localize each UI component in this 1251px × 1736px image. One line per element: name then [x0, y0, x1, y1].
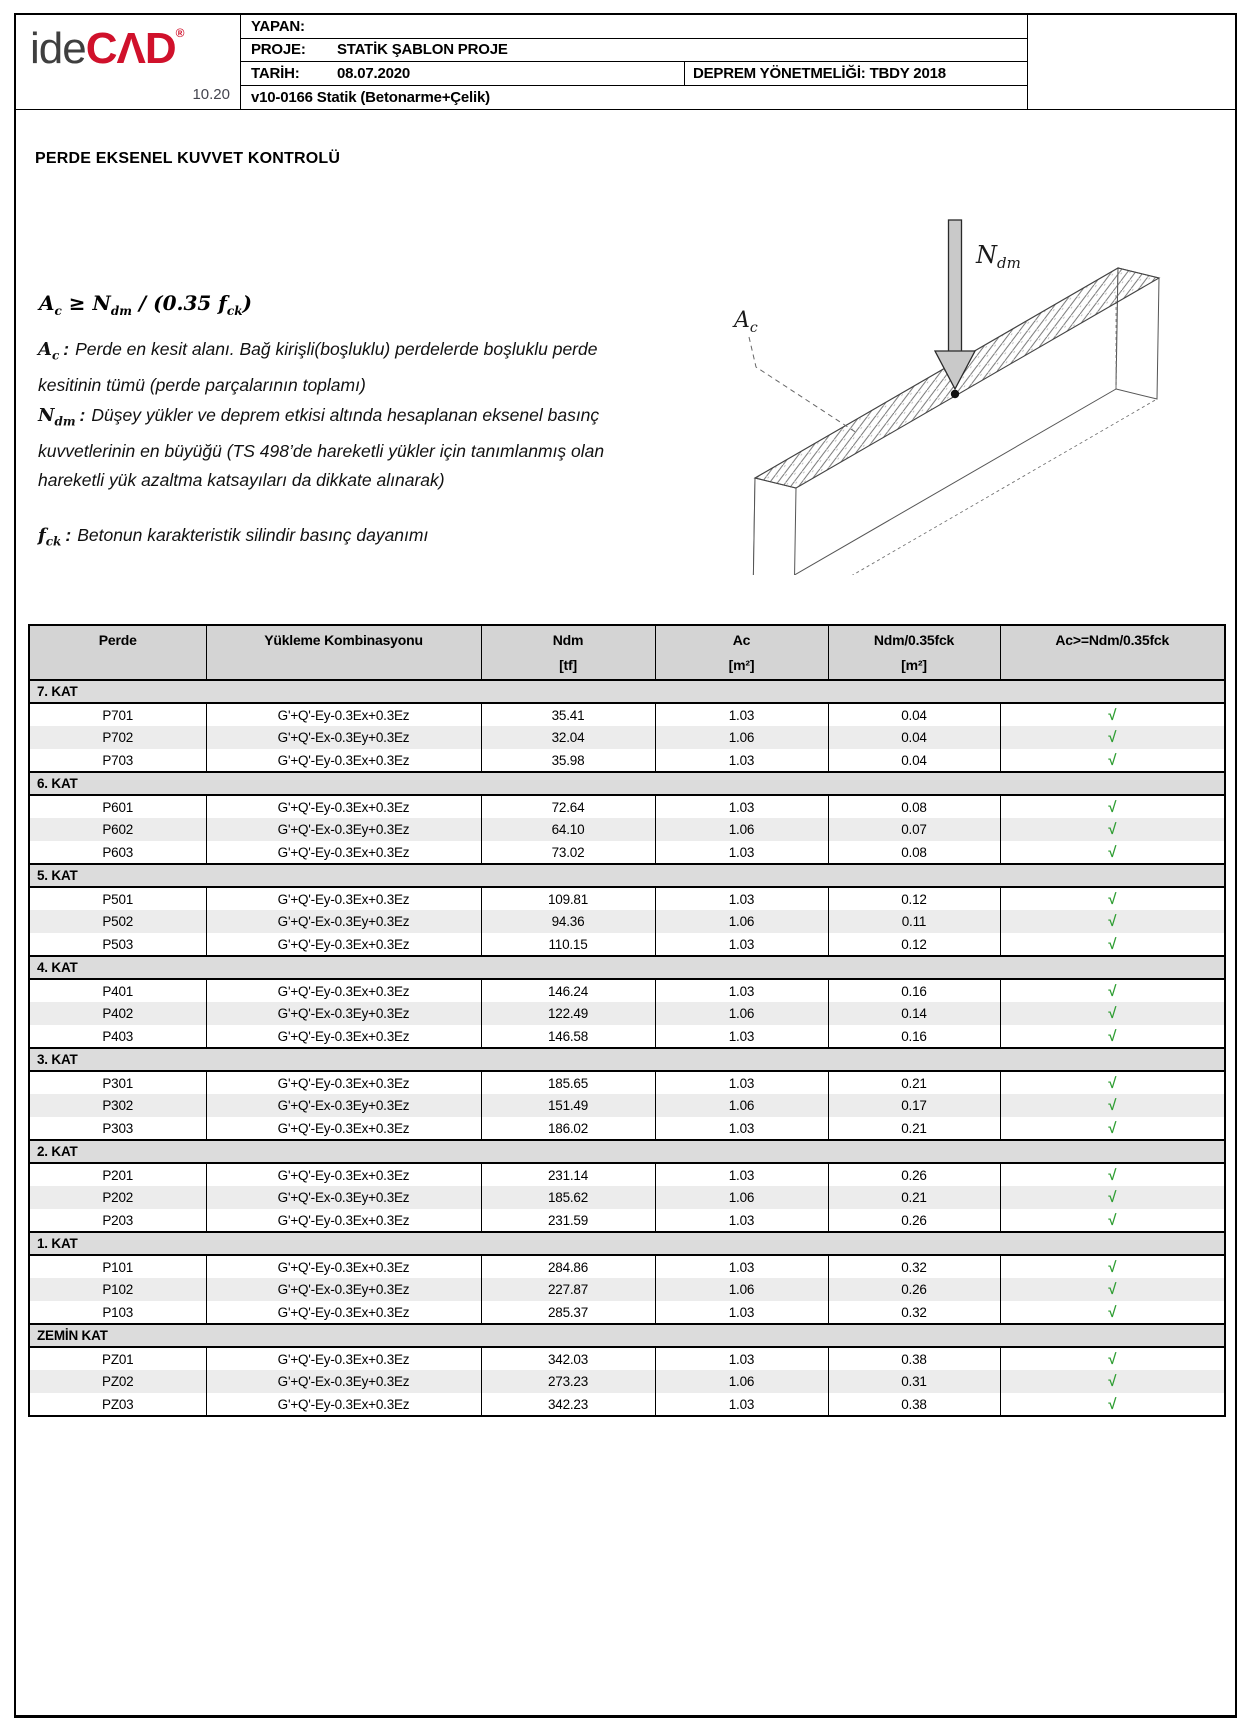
cell-combination: G'+Q'-Ey-0.3Ex+0.3Ez — [206, 933, 481, 956]
floor-group-row — [29, 1324, 1225, 1347]
table-row — [29, 795, 1225, 818]
cell-ratio: 0.04 — [828, 749, 1000, 772]
floor-label: 3. KAT — [29, 1048, 1225, 1071]
check-icon: √ — [1000, 1393, 1225, 1416]
cell-ndm: 231.14 — [481, 1163, 655, 1186]
cell-ratio: 0.26 — [828, 1209, 1000, 1232]
check-icon: √ — [1000, 749, 1225, 772]
cell-ac: 1.03 — [655, 841, 828, 864]
cell-perde: P303 — [29, 1117, 206, 1140]
floor-label: ZEMİN KAT — [29, 1324, 1225, 1347]
floor-group-row — [29, 864, 1225, 887]
ndm-definition: $N_{dm}$ : Düşey yükler ve deprem etkisi altında hesaplanan eksenel basınç kuvvetlerinin en büyüğü (TS 498’de hareketli yükler için tanımlanmış olan hareketli yük azaltma katsayıları da dikkate alınarak) — [38, 405, 605, 490]
cell-ratio: 0.21 — [828, 1071, 1000, 1094]
cell-ac: 1.03 — [655, 1209, 828, 1232]
cell-ratio: 0.04 — [828, 726, 1000, 749]
table-row — [29, 887, 1225, 910]
logo-ide-text: ide — [30, 24, 86, 73]
cell-combination: G'+Q'-Ex-0.3Ey+0.3Ez — [206, 1186, 481, 1209]
cell-ndm: 185.62 — [481, 1186, 655, 1209]
cell-ndm: 72.64 — [481, 795, 655, 818]
cell-ac: 1.03 — [655, 795, 828, 818]
logo-cad-text: CΛD — [85, 24, 176, 73]
cell-ac: 1.03 — [655, 1255, 828, 1278]
cell-ndm: 273.23 — [481, 1370, 655, 1393]
cell-ndm: 122.49 — [481, 1002, 655, 1025]
check-icon: √ — [1000, 1025, 1225, 1048]
cell-ratio: 0.21 — [828, 1117, 1000, 1140]
table-row — [29, 726, 1225, 749]
table-row — [29, 1117, 1225, 1140]
cell-perde: P703 — [29, 749, 206, 772]
col-combination: Yükleme Kombinasyonu — [206, 625, 481, 680]
floor-label: 2. KAT — [29, 1140, 1225, 1163]
cell-perde: P503 — [29, 933, 206, 956]
check-icon: √ — [1000, 1278, 1225, 1301]
cell-perde: P201 — [29, 1163, 206, 1186]
check-icon: √ — [1000, 795, 1225, 818]
cell-perde: PZ03 — [29, 1393, 206, 1416]
ac-area-label: $A_c$ — [734, 308, 758, 336]
col-check: Ac>=Ndm/0.35fck — [1000, 625, 1225, 680]
cell-ac: 1.06 — [655, 726, 828, 749]
cell-perde: PZ02 — [29, 1370, 206, 1393]
check-icon: √ — [1000, 703, 1225, 726]
ac-leader-line — [749, 337, 857, 433]
cell-combination: G'+Q'-Ex-0.3Ey+0.3Ez — [206, 1094, 481, 1117]
cell-ratio: 0.38 — [828, 1347, 1000, 1370]
cell-ratio: 0.31 — [828, 1370, 1000, 1393]
cell-ac: 1.03 — [655, 1301, 828, 1324]
floor-label: 7. KAT — [29, 680, 1225, 703]
cell-ac: 1.03 — [655, 749, 828, 772]
check-icon: √ — [1000, 887, 1225, 910]
cell-combination: G'+Q'-Ex-0.3Ey+0.3Ez — [206, 1002, 481, 1025]
cell-ndm: 35.98 — [481, 749, 655, 772]
cell-ac: 1.03 — [655, 933, 828, 956]
col-ratio: Ndm/0.35fck [m²] — [828, 625, 1000, 680]
cell-perde: P702 — [29, 726, 206, 749]
design-formula: $A_c \ge N_{dm} / (0.35$ $f_{ck}$) — [39, 291, 252, 318]
cell-combination: G'+Q'-Ey-0.3Ex+0.3Ez — [206, 841, 481, 864]
cell-ratio: 0.16 — [828, 1025, 1000, 1048]
col-ndm: Ndm [tf] — [481, 625, 655, 680]
cell-perde: P103 — [29, 1301, 206, 1324]
cell-ndm: 146.24 — [481, 979, 655, 1002]
cell-ac: 1.03 — [655, 1393, 828, 1416]
check-icon: √ — [1000, 1094, 1225, 1117]
table-header-row — [29, 625, 1225, 680]
table-row — [29, 1071, 1225, 1094]
table-row — [29, 1163, 1225, 1186]
floor-group-row — [29, 772, 1225, 795]
cell-ac: 1.06 — [655, 818, 828, 841]
check-icon: √ — [1000, 818, 1225, 841]
cell-ac: 1.06 — [655, 1370, 828, 1393]
cell-ac: 1.03 — [655, 1025, 828, 1048]
cell-perde: P701 — [29, 703, 206, 726]
wall-diagram-svg — [692, 205, 1247, 575]
cell-ratio: 0.26 — [828, 1163, 1000, 1186]
floor-group-row — [29, 680, 1225, 703]
cell-perde: P403 — [29, 1025, 206, 1048]
table-row — [29, 1209, 1225, 1232]
check-icon: √ — [1000, 726, 1225, 749]
table-row — [29, 910, 1225, 933]
tarih-row — [241, 62, 1027, 86]
cell-ndm: 284.86 — [481, 1255, 655, 1278]
cell-ratio: 0.11 — [828, 910, 1000, 933]
ndm-definition-text: Düşey yükler ve deprem etkisi altında hesaplanan eksenel basınç kuvvetlerinin en büyüğü (TS 498’de hareketli yükler için tanımlanmış olan hareketli yük azaltma katsayıları da dikkate alınarak) — [38, 405, 605, 490]
cell-ratio: 0.08 — [828, 795, 1000, 818]
check-icon: √ — [1000, 1209, 1225, 1232]
floor-label: 5. KAT — [29, 864, 1225, 887]
cell-ac: 1.06 — [655, 910, 828, 933]
cell-perde: P501 — [29, 887, 206, 910]
header-empty-cell — [1027, 15, 1235, 109]
cell-ac: 1.03 — [655, 887, 828, 910]
cell-combination: G'+Q'-Ex-0.3Ey+0.3Ez — [206, 1370, 481, 1393]
ndm-force-label: $N_{dm}$ — [976, 241, 1021, 272]
floor-label: 6. KAT — [29, 772, 1225, 795]
cell-ratio: 0.12 — [828, 933, 1000, 956]
cell-ndm: 110.15 — [481, 933, 655, 956]
cell-ndm: 342.03 — [481, 1347, 655, 1370]
table-row — [29, 1002, 1225, 1025]
table-row — [29, 1301, 1225, 1324]
floor-label: 1. KAT — [29, 1232, 1225, 1255]
cell-ac: 1.06 — [655, 1094, 828, 1117]
cell-perde: P401 — [29, 979, 206, 1002]
cell-ac: 1.03 — [655, 979, 828, 1002]
check-icon: √ — [1000, 1002, 1225, 1025]
table-row — [29, 703, 1225, 726]
cell-ndm: 151.49 — [481, 1094, 655, 1117]
cell-ratio: 0.08 — [828, 841, 1000, 864]
tarih-cell — [241, 62, 684, 85]
idecad-logo-text — [30, 24, 184, 73]
check-icon: √ — [1000, 910, 1225, 933]
check-icon: √ — [1000, 1347, 1225, 1370]
floor-group-row — [29, 1140, 1225, 1163]
tarih-value: 08.07.2020 — [337, 64, 411, 82]
table-row — [29, 1025, 1225, 1048]
yapan-row — [241, 15, 1027, 39]
cell-combination: G'+Q'-Ey-0.3Ex+0.3Ez — [206, 795, 481, 818]
cell-ac: 1.03 — [655, 1071, 828, 1094]
cell-perde: P502 — [29, 910, 206, 933]
cell-ratio: 0.21 — [828, 1186, 1000, 1209]
cell-ratio: 0.26 — [828, 1278, 1000, 1301]
proje-row — [241, 39, 1027, 63]
cell-ratio: 0.14 — [828, 1002, 1000, 1025]
ac-definition: $A_c$ : Perde en kesit alanı. Bağ kirişli(boşluklu) perdelerde boşluklu perde kesitinin tümü (perde parçalarının toplamı) — [38, 339, 598, 395]
cell-perde: P301 — [29, 1071, 206, 1094]
table-row — [29, 1186, 1225, 1209]
cell-ac: 1.03 — [655, 703, 828, 726]
cell-ac: 1.03 — [655, 1163, 828, 1186]
cell-perde: PZ01 — [29, 1347, 206, 1370]
cell-ratio: 0.17 — [828, 1094, 1000, 1117]
wall-diagram — [692, 205, 1247, 575]
check-table — [28, 624, 1226, 1417]
cell-ac: 1.06 — [655, 1002, 828, 1025]
cell-perde: P603 — [29, 841, 206, 864]
regulation-cell: DEPREM YÖNETMELİĞİ: TBDY 2018 — [684, 62, 1027, 85]
table-row — [29, 818, 1225, 841]
wall-left-end-face — [753, 478, 796, 575]
col-perde: Perde — [29, 625, 206, 680]
table-row — [29, 749, 1225, 772]
table-row — [29, 979, 1225, 1002]
cell-ndm: 35.41 — [481, 703, 655, 726]
cell-perde: P402 — [29, 1002, 206, 1025]
cell-ratio: 0.32 — [828, 1301, 1000, 1324]
check-icon: √ — [1000, 1071, 1225, 1094]
yapan-label: YAPAN: — [251, 17, 305, 35]
cell-combination: G'+Q'-Ey-0.3Ex+0.3Ez — [206, 887, 481, 910]
check-icon: √ — [1000, 1163, 1225, 1186]
table-row — [29, 933, 1225, 956]
cell-ac: 1.06 — [655, 1186, 828, 1209]
logo-version: 10.20 — [192, 86, 230, 103]
table-row — [29, 1370, 1225, 1393]
check-icon: √ — [1000, 1255, 1225, 1278]
cell-ac: 1.03 — [655, 1117, 828, 1140]
cell-combination: G'+Q'-Ey-0.3Ex+0.3Ez — [206, 1393, 481, 1416]
cell-ndm: 94.36 — [481, 910, 655, 933]
cell-ndm: 64.10 — [481, 818, 655, 841]
floor-group-row — [29, 1048, 1225, 1071]
proje-value: STATİK ŞABLON PROJE — [337, 41, 508, 59]
col-ac: Ac [m²] — [655, 625, 828, 680]
cell-combination: G'+Q'-Ex-0.3Ey+0.3Ez — [206, 910, 481, 933]
cell-perde: P203 — [29, 1209, 206, 1232]
cell-ratio: 0.04 — [828, 703, 1000, 726]
cell-ndm: 109.81 — [481, 887, 655, 910]
cell-ndm: 73.02 — [481, 841, 655, 864]
check-icon: √ — [1000, 1301, 1225, 1324]
floor-group-row — [29, 956, 1225, 979]
cell-combination: G'+Q'-Ey-0.3Ex+0.3Ez — [206, 979, 481, 1002]
cell-ratio: 0.12 — [828, 887, 1000, 910]
cell-combination: G'+Q'-Ey-0.3Ex+0.3Ez — [206, 1301, 481, 1324]
tarih-label: TARİH: — [251, 64, 300, 82]
cell-ndm: 285.37 — [481, 1301, 655, 1324]
check-icon: √ — [1000, 1186, 1225, 1209]
cell-ndm: 146.58 — [481, 1025, 655, 1048]
cell-combination: G'+Q'-Ey-0.3Ex+0.3Ez — [206, 1209, 481, 1232]
check-icon: √ — [1000, 1370, 1225, 1393]
cell-perde: P101 — [29, 1255, 206, 1278]
report-header — [16, 15, 1235, 110]
cell-combination: G'+Q'-Ey-0.3Ex+0.3Ez — [206, 703, 481, 726]
cell-ndm: 32.04 — [481, 726, 655, 749]
cell-ndm: 342.23 — [481, 1393, 655, 1416]
cell-ac: 1.06 — [655, 1278, 828, 1301]
cell-combination: G'+Q'-Ey-0.3Ex+0.3Ez — [206, 1163, 481, 1186]
cell-ratio: 0.32 — [828, 1255, 1000, 1278]
cell-ndm: 186.02 — [481, 1117, 655, 1140]
cell-combination: G'+Q'-Ey-0.3Ex+0.3Ez — [206, 1071, 481, 1094]
cell-ratio: 0.38 — [828, 1393, 1000, 1416]
floor-label: 4. KAT — [29, 956, 1225, 979]
cell-perde: P102 — [29, 1278, 206, 1301]
cell-ac: 1.03 — [655, 1347, 828, 1370]
ac-definition-text: Perde en kesit alanı. Bağ kirişli(boşluklu) perdelerde boşluklu perde kesitinin tümü (perde parçalarının toplamı) — [38, 339, 598, 395]
check-icon: √ — [1000, 841, 1225, 864]
cell-perde: P602 — [29, 818, 206, 841]
registered-mark-icon: ® — [175, 26, 184, 40]
cell-combination: G'+Q'-Ex-0.3Ey+0.3Ez — [206, 726, 481, 749]
project-info — [241, 15, 1027, 109]
cell-ndm: 231.59 — [481, 1209, 655, 1232]
floor-group-row — [29, 1232, 1225, 1255]
fck-definition-text: Betonun karakteristik silindir basınç dayanımı — [77, 525, 429, 545]
table-row — [29, 841, 1225, 864]
proje-label: PROJE: — [251, 41, 306, 59]
cell-ndm: 185.65 — [481, 1071, 655, 1094]
cell-perde: P302 — [29, 1094, 206, 1117]
table-row — [29, 1094, 1225, 1117]
cell-combination: G'+Q'-Ex-0.3Ey+0.3Ez — [206, 1278, 481, 1301]
check-table-body — [29, 680, 1225, 1416]
cell-ratio: 0.07 — [828, 818, 1000, 841]
cell-combination: G'+Q'-Ey-0.3Ex+0.3Ez — [206, 749, 481, 772]
check-icon: √ — [1000, 979, 1225, 1002]
cell-combination: G'+Q'-Ey-0.3Ex+0.3Ez — [206, 1347, 481, 1370]
page-frame — [14, 13, 1237, 1718]
cell-ratio: 0.16 — [828, 979, 1000, 1002]
cell-perde: P202 — [29, 1186, 206, 1209]
cell-ndm: 227.87 — [481, 1278, 655, 1301]
check-icon: √ — [1000, 1117, 1225, 1140]
table-row — [29, 1347, 1225, 1370]
table-row — [29, 1255, 1225, 1278]
table-row — [29, 1393, 1225, 1416]
cell-perde: P601 — [29, 795, 206, 818]
page-title: PERDE EKSENEL KUVVET KONTROLÜ — [35, 150, 341, 167]
cell-combination: G'+Q'-Ex-0.3Ey+0.3Ez — [206, 818, 481, 841]
fck-definition: $f_{ck}$ : Betonun karakteristik silindir basınç dayanımı — [38, 525, 429, 549]
table-row — [29, 1278, 1225, 1301]
force-application-point — [951, 390, 959, 398]
check-icon: √ — [1000, 933, 1225, 956]
software-version-row: v10-0166 Statik (Betonarme+Çelik) — [251, 88, 490, 106]
idecad-logo — [16, 15, 241, 109]
cell-combination: G'+Q'-Ey-0.3Ex+0.3Ez — [206, 1117, 481, 1140]
cell-combination: G'+Q'-Ey-0.3Ex+0.3Ez — [206, 1025, 481, 1048]
cell-combination: G'+Q'-Ey-0.3Ex+0.3Ez — [206, 1255, 481, 1278]
